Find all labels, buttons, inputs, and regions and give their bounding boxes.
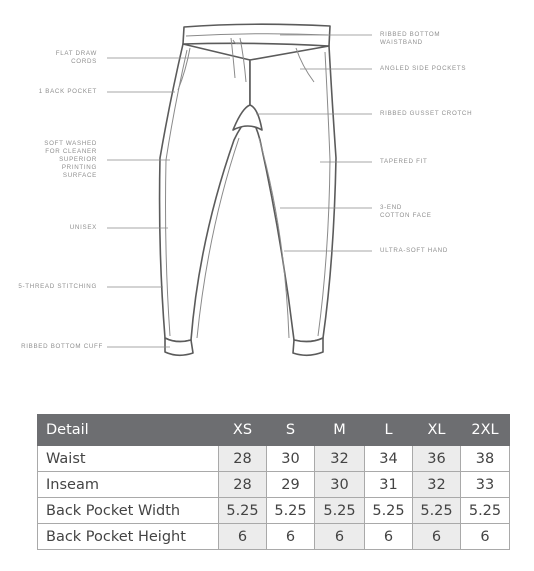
callout-gusset	[380, 110, 472, 118]
callout-line: RIBBED GUSSET CROTCH	[380, 110, 473, 117]
header-detail: Detail	[38, 415, 219, 446]
table-row	[38, 524, 510, 550]
callout-line: CORDS	[71, 58, 97, 65]
table-row	[38, 472, 510, 498]
table-cell: 36	[413, 446, 461, 472]
table-cell: 30	[315, 472, 365, 498]
callout-line: FOR CLEANER	[45, 148, 97, 155]
header-size-xs: XS	[219, 415, 267, 446]
callout-line: SURFACE	[62, 172, 97, 179]
table-cell: 38	[461, 446, 510, 472]
callout-line: WAISTBAND	[380, 39, 423, 46]
table-row	[38, 498, 510, 524]
table-header-row	[38, 415, 510, 446]
callout-cotton-face	[380, 204, 432, 220]
callout-line: RIBBED BOTTOM CUFF	[21, 343, 103, 350]
table-cell: 5.25	[413, 498, 461, 524]
callout-ultra-soft	[380, 247, 448, 255]
table-cell: 5.25	[267, 498, 315, 524]
table-cell: 5.25	[219, 498, 267, 524]
header-size-s: S	[267, 415, 315, 446]
row-label: Waist	[38, 446, 219, 472]
row-label: Back Pocket Height	[38, 524, 219, 550]
left-leg-shape	[160, 44, 250, 342]
callout-line: TAPERED FIT	[380, 158, 428, 165]
callout-bottom-cuff	[21, 343, 103, 351]
table-cell: 32	[413, 472, 461, 498]
table-cell: 6	[315, 524, 365, 550]
table-row	[38, 446, 510, 472]
row-label: Inseam	[38, 472, 219, 498]
row-label: Back Pocket Width	[38, 498, 219, 524]
callout-stitching	[18, 283, 97, 291]
callout-waistband	[380, 31, 440, 47]
table-cell: 6	[461, 524, 510, 550]
callout-line: FLAT DRAW	[55, 50, 97, 57]
table-cell: 28	[219, 446, 267, 472]
callout-line: COTTON FACE	[380, 212, 432, 219]
header-size-l: L	[365, 415, 413, 446]
callout-line: PRINTING	[61, 164, 97, 171]
callout-line: SOFT WASHED	[44, 140, 97, 147]
callout-line: ULTRA-SOFT HAND	[380, 247, 449, 254]
table-cell: 34	[365, 446, 413, 472]
table-cell: 33	[461, 472, 510, 498]
callout-soft-washed	[44, 140, 97, 180]
table-cell: 32	[315, 446, 365, 472]
callout-flat-draw-cords	[56, 50, 97, 66]
header-size-xl: XL	[413, 415, 461, 446]
size-chart-table	[37, 414, 510, 550]
callout-line: 3-END	[380, 204, 403, 211]
table-cell: 5.25	[365, 498, 413, 524]
callout-line: 5-THREAD STITCHING	[18, 283, 97, 290]
callout-unisex	[70, 224, 97, 232]
callout-line: 1 BACK POCKET	[38, 88, 97, 95]
header-size-m: M	[315, 415, 365, 446]
callout-side-pockets	[380, 65, 466, 73]
table-cell: 31	[365, 472, 413, 498]
callout-line: UNISEX	[69, 224, 97, 231]
callout-back-pocket	[39, 88, 97, 96]
table-cell: 6	[365, 524, 413, 550]
table-cell: 29	[267, 472, 315, 498]
header-size-2xl: 2XL	[461, 415, 510, 446]
callout-line: SUPERIOR	[59, 156, 97, 163]
table-cell: 30	[267, 446, 315, 472]
table-cell: 5.25	[461, 498, 510, 524]
callout-tapered	[380, 158, 427, 166]
table-cell: 28	[219, 472, 267, 498]
table-cell: 6	[219, 524, 267, 550]
callout-line: RIBBED BOTTOM	[380, 31, 441, 38]
table-cell: 6	[413, 524, 461, 550]
callout-line: ANGLED SIDE POCKETS	[380, 65, 467, 72]
table-cell: 5.25	[315, 498, 365, 524]
table-cell: 6	[267, 524, 315, 550]
